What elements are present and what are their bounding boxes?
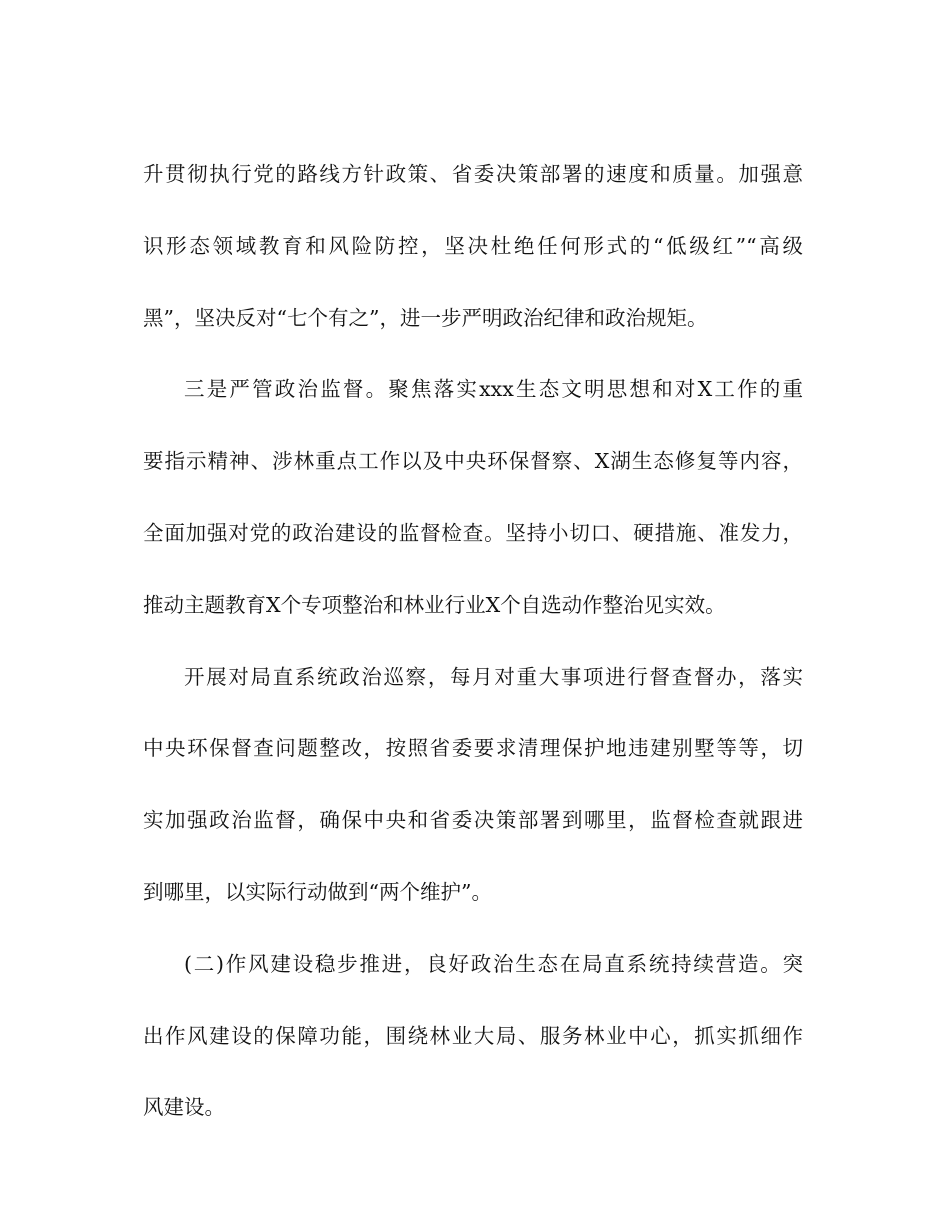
text-line: 升贯彻执行党的路线方针政策、省委决策部署的速度和质量。加强意 (143, 162, 803, 186)
text-line: 风建设。 (143, 1095, 225, 1120)
text-line: 中央环保督查问题整改，按照省委要求清理保护地违建别墅等等，切 (143, 736, 803, 761)
text-line: 识形态领域教育和风险防控，坚决杜绝任何形式的“低级红”“高级 (143, 233, 803, 258)
text-line: 推动主题教育X个专项整治和林业行业X个自选动作整治见实效。 (143, 592, 726, 617)
text-line: 出作风建设的保障功能，围绕林业大局、服务林业中心，抓实抓细作 (143, 1023, 803, 1048)
text-line: 要指示精神、涉林重点工作以及中央环保督察、X湖生态修复等内容， (143, 449, 803, 474)
text-line: 黑”，坚决反对“七个有之”，进一步严明政治纪律和政治规矩。 (143, 305, 708, 330)
section-heading-line: (二)作风建设稳步推进，良好政治生态在局直系统持续营造。突 (184, 951, 803, 976)
text-line: 实加强政治监督，确保中央和省委决策部署到哪里，监督检查就跟进 (143, 808, 803, 833)
paragraph-start-line: 开展对局直系统政治巡察，每月对重大事项进行督查督办，落实 (184, 664, 803, 689)
text-line: 到哪里，以实际行动做到“两个维护”。 (143, 879, 492, 904)
paragraph-start-line: 三是严管政治监督。聚焦落实xxx生态文明思想和对X工作的重 (184, 377, 803, 402)
body-text (143, 139, 803, 1144)
text-line: 全面加强对党的政治建设的监督检查。坚持小切口、硬措施、准发力， (143, 520, 803, 545)
